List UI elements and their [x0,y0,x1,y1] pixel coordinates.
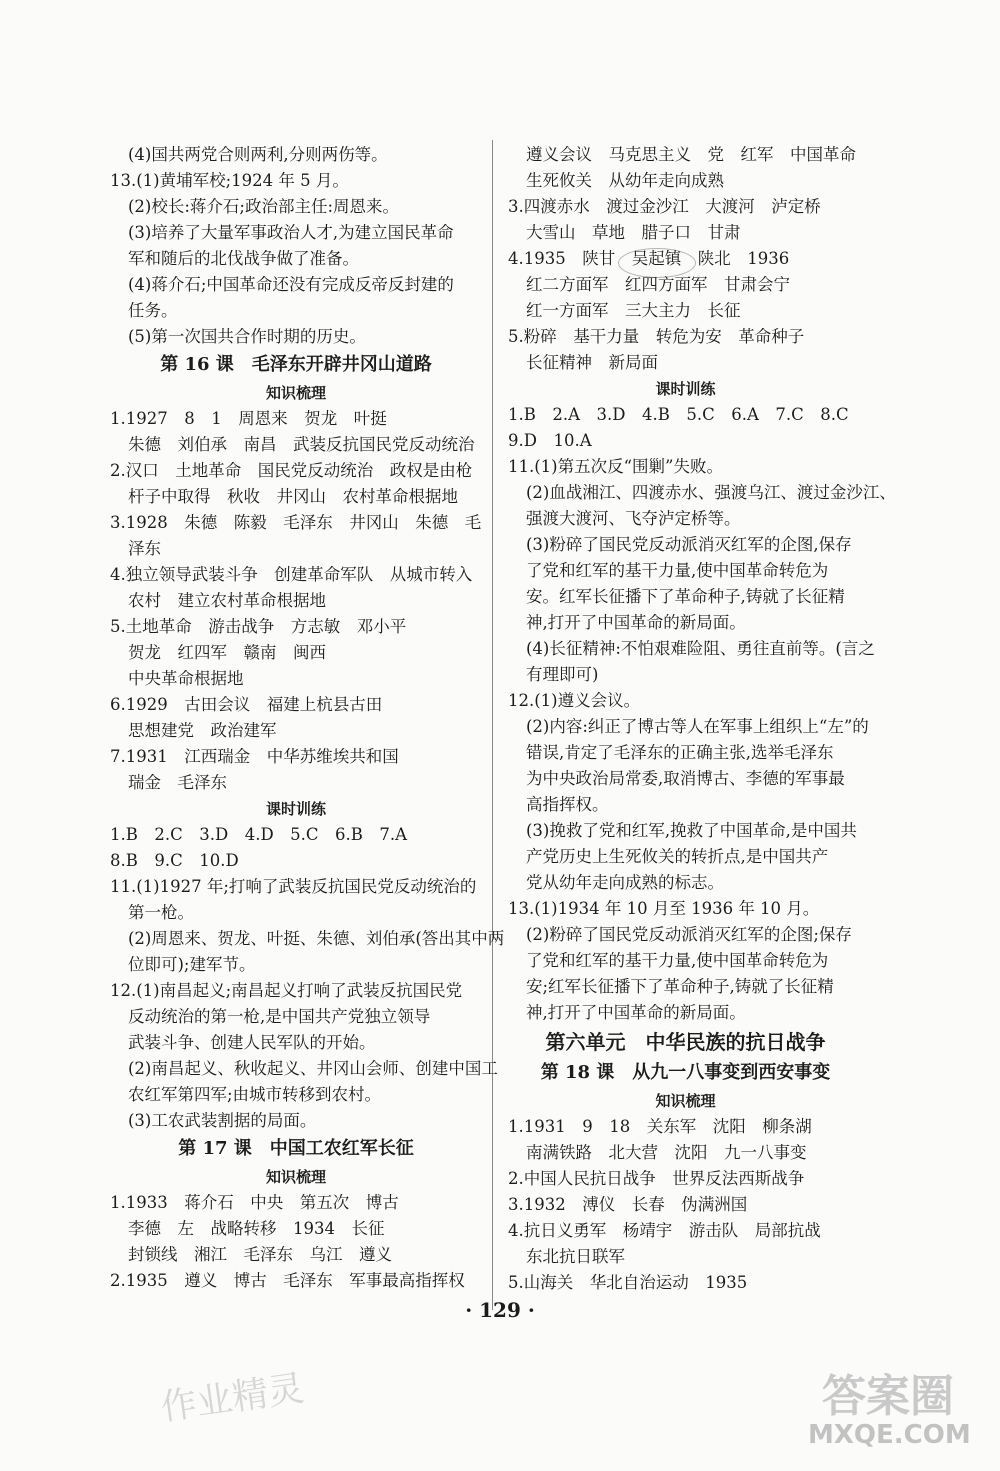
answer-line: 瑞金 毛泽东 [128,773,227,792]
answer-line: 3.四渡赤水 渡过金沙江 大渡河 泸定桥 [508,197,821,216]
answer-line: (4)国共两党合则两利,分则两伤等。 [128,145,388,164]
answer-line: 4.1935 陕甘 吴起镇 陕北 1936 [508,249,790,268]
answer-line: 武装斗争、创建人民军队的开始。 [128,1033,376,1052]
section-subheading: 知识梳理 [265,384,326,402]
answer-line: 5.粉碎 基干力量 转危为安 革命种子 [508,327,805,346]
answer-line: 长征精神 新局面 [526,353,658,372]
answer-line: 封锁线 湘江 毛泽东 乌江 遵义 [128,1245,392,1264]
answer-line: 错误,肯定了毛泽东的正确主张,选举毛泽东 [526,743,834,762]
answer-line: 4.抗日义勇军 杨靖宇 游击队 局部抗战 [508,1221,821,1240]
answer-line: 13.(1)1934 年 10 月至 1936 年 10 月。 [508,899,820,918]
answer-line: (2)血战湘江、四渡赤水、强渡乌江、渡过金沙江、 [526,483,896,502]
answer-line: 1.1931 9 18 关东军 沈阳 柳条湖 [508,1117,812,1136]
answer-line: 位即可);建军节。 [128,955,256,974]
answer-line: (3)培养了大量军事政治人才,为建立国民革命 [128,223,454,242]
answer-line: 1.1927 8 1 周恩来 贺龙 叶挺 [110,409,387,428]
answer-line: 第一枪。 [128,903,194,922]
answer-line: 红二方面军 红四方面军 甘肃会宁 [526,275,790,294]
lesson-heading: 第 16 课 毛泽东开辟井冈山道路 [160,354,432,375]
right-column [508,142,896,1296]
answer-line: 7.1931 江西瑞金 中华苏维埃共和国 [110,747,399,766]
answer-line: (2)粉碎了国民党反动派消灭红军的企图;保存 [526,925,852,944]
answer-line: (5)第一次国共合作时期的历史。 [128,327,366,346]
answer-line: 13.(1)黄埔军校;1924 年 5 月。 [110,171,349,190]
answer-line: 9.D 10.A [508,431,592,450]
answer-line: 贺龙 红四军 赣南 闽西 [128,643,326,662]
answer-line: 农红军第四军;由城市转移到农村。 [128,1085,382,1104]
answer-line: 任务。 [128,301,178,320]
answer-line: 高指挥权。 [526,795,609,814]
answer-line: 军和随后的北伐战争做了准备。 [128,249,359,268]
section-subheading: 课时训练 [265,800,326,818]
answer-line: 思想建党 政治建军 [128,721,277,740]
answer-line: 生死攸关 从幼年走向成熟 [526,171,724,190]
answer-line: 5.山海关 华北自治运动 1935 [508,1273,748,1292]
answer-line: 反动统治的第一枪,是中国共产党独立领导 [128,1007,431,1026]
left-column [110,142,505,1294]
answer-line: 杆子中取得 秋收 井冈山 农村革命根据地 [128,487,458,506]
answer-line: 2.中国人民抗日战争 世界反法西斯战争 [508,1169,805,1188]
answer-line: 11.(1)1927 年;打响了武装反抗国民党反动统治的 [110,877,477,896]
lesson-heading: 第 18 课 从九一八事变到西安事变 [540,1062,831,1083]
unit-heading: 第六单元 中华民族的抗日战争 [545,1030,826,1054]
lesson-heading: 第 17 课 中国工农红军长征 [178,1138,414,1159]
answer-line: 了党和红军的基干力量,使中国革命转危为 [526,561,829,580]
answer-line: 12.(1)南昌起义;南昌起义打响了武装反抗国民党 [110,981,463,1000]
answer-line: 为中央政治局常委,取消博古、李德的军事最 [526,769,845,788]
answer-line: 6.1929 古田会议 福建上杭县古田 [110,695,383,714]
answer-line: 党从幼年走向成熟的标志。 [526,873,724,892]
column-divider [492,140,493,1310]
answer-line: 5.土地革命 游击战争 方志敏 邓小平 [110,617,407,636]
answer-line: 神,打开了中国革命的新局面。 [526,1003,746,1022]
answer-line: (3)粉碎了国民党反动派消灭红军的企图,保存 [526,535,852,554]
answer-line: 1.B 2.A 3.D 4.B 5.C 6.A 7.C 8.C [508,405,849,424]
answer-line: (4)长征精神:不怕艰难险阻、勇往直前等。(言之 [526,639,875,658]
answer-line: 2.1935 遵义 博古 毛泽东 军事最高指挥权 [110,1271,465,1290]
answer-line: 安;红军长征播下了革命种子,铸就了长征精 [526,977,834,996]
answer-line: 了党和红军的基干力量,使中国革命转危为 [526,951,829,970]
answer-line: 中央革命根据地 [128,669,244,688]
answer-line: 朱德 刘伯承 南昌 武装反抗国民党反动统治 [128,435,475,454]
answer-line: 8.B 9.C 10.D [110,851,239,870]
watermark-logo: 答案圈 [822,1371,954,1422]
answer-line: 南满铁路 北大营 沈阳 九一八事变 [526,1143,807,1162]
answer-line: 农村 建立农村革命根据地 [128,591,326,610]
answer-line: 大雪山 草地 腊子口 甘肃 [526,223,741,242]
answer-line: 1.1933 蒋介石 中央 第五次 博古 [110,1193,399,1212]
answer-line: 产党历史上生死攸关的转折点,是中国共产 [526,847,829,866]
watermark-url: MXQE.COM [808,1420,971,1450]
watermark-bottom-left: 作业精灵 [158,1368,307,1429]
answer-line: (2)周恩来、贺龙、叶挺、朱德、刘伯承(答出其中两 [128,929,505,948]
answer-line: 4.独立领导武装斗争 创建革命军队 从城市转入 [110,565,473,584]
answer-line: 有理即可) [526,665,599,684]
answer-line: 2.汉口 土地革命 国民党反动统治 政权是由枪 [110,461,473,480]
answer-line: (2)校长:蒋介石;政治部主任:周恩来。 [128,197,400,216]
page-number: · 129 · [465,1298,535,1322]
answer-line: 遵义会议 马克思主义 党 红军 中国革命 [526,145,856,164]
answer-line: (3)挽救了党和红军,挽救了中国革命,是中国共 [526,821,857,840]
answer-line: (2)南昌起义、秋收起义、井冈山会师、创建中国工 [128,1059,498,1078]
answer-line: 东北抗日联军 [526,1247,625,1266]
answer-line: 安。红军长征播下了革命种子,铸就了长征精 [526,587,845,606]
section-subheading: 课时训练 [655,380,716,398]
answer-line: 3.1932 溥仪 长春 伪满洲国 [508,1195,748,1214]
answer-line: 强渡大渡河、飞夺泸定桥等。 [526,509,741,528]
answer-line: 神,打开了中国革命的新局面。 [526,613,746,632]
answer-line: 1.B 2.C 3.D 4.D 5.C 6.B 7.A [110,825,408,844]
answer-line: (4)蒋介石;中国革命还没有完成反帝反封建的 [128,275,454,294]
section-subheading: 知识梳理 [265,1168,326,1186]
answer-line: 11.(1)第五次反“围剿”失败。 [508,457,723,476]
answer-line: 李德 左 战略转移 1934 长征 [128,1219,385,1238]
answer-line: 3.1928 朱德 陈毅 毛泽东 井冈山 朱德 毛 [110,513,482,532]
answer-line: (3)工农武装割据的局面。 [128,1111,317,1130]
answer-line: (2)内容:纠正了博古等人在军事上组织上“左”的 [526,717,869,736]
answer-line: 红一方面军 三大主力 长征 [526,301,741,320]
answer-line: 12.(1)遵义会议。 [508,691,641,710]
answer-line: 泽东 [128,539,161,558]
section-subheading: 知识梳理 [655,1092,716,1110]
